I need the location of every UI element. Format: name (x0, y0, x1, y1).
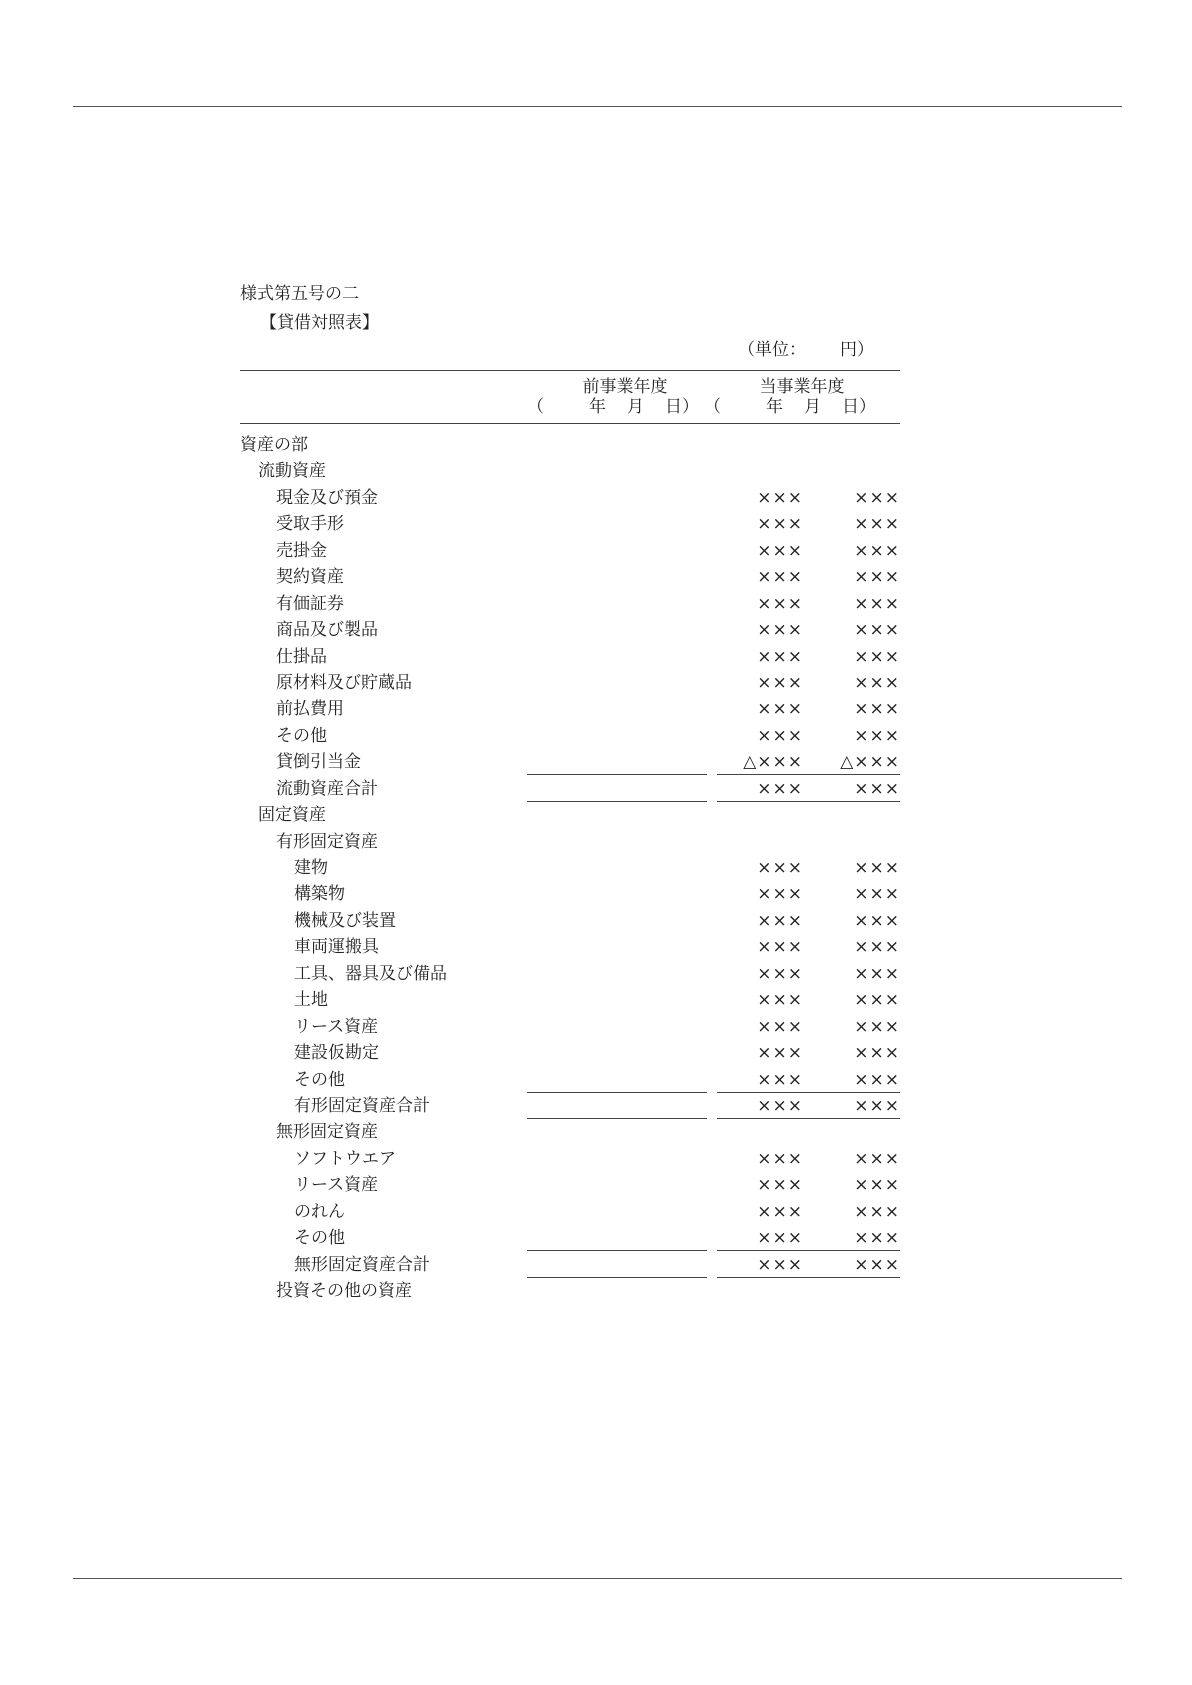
table-row (240, 1067, 900, 1093)
table-row (240, 1014, 900, 1040)
prev-amount: ××× (757, 1069, 803, 1090)
curr-amount: ××× (854, 672, 900, 693)
row-label: 貸倒引当金 (276, 752, 361, 773)
row-label: 有形固定資産合計 (294, 1095, 430, 1116)
row-label: 機械及び装置 (294, 910, 396, 931)
prev-period-header (527, 377, 723, 421)
prev-amount: ××× (757, 910, 803, 931)
curr-amount: ××× (854, 858, 900, 878)
prev-amount: ××× (757, 1148, 803, 1169)
table-header (240, 370, 900, 424)
row-label: 原材料及び貯蔵品 (276, 672, 412, 693)
row-label: 有形固定資産 (276, 831, 378, 852)
table-row (240, 934, 900, 960)
curr-amount: ××× (854, 540, 900, 561)
prev-amount: ××× (757, 540, 803, 561)
row-label: 資産の部 (240, 435, 308, 455)
curr-date-day: 日） (842, 397, 876, 417)
row-label: 契約資産 (276, 567, 344, 588)
table-row (240, 987, 900, 1013)
curr-amount: ××× (854, 593, 900, 614)
curr-amount: ××× (854, 963, 900, 984)
prev-amount: ××× (757, 778, 803, 799)
row-label: 建物 (294, 858, 328, 878)
unit-label (738, 340, 874, 360)
table-row (240, 1172, 900, 1198)
row-label: 流動資産 (258, 461, 326, 482)
curr-date-open: （ (704, 397, 721, 417)
curr-period-header (704, 377, 900, 421)
curr-date-month: 月 (804, 397, 821, 417)
table-row (240, 670, 900, 696)
row-label: 工具、器具及び備品 (294, 963, 447, 984)
row-label: リース資産 (294, 1016, 379, 1037)
prev-amount: ××× (757, 620, 803, 641)
prev-period-title: 前事業年度 (582, 377, 668, 397)
form-number: 様式第五号の二 (240, 284, 359, 304)
table-row (240, 1040, 900, 1066)
curr-amount: ××× (854, 620, 900, 641)
table-row (240, 644, 900, 670)
row-label: その他 (294, 1069, 345, 1090)
page-top-rule (73, 106, 1122, 107)
curr-amount: ××× (854, 1069, 900, 1090)
unit-open: （単位： (738, 340, 806, 360)
page-bottom-rule (73, 1578, 1122, 1579)
prev-amount: ××× (757, 487, 803, 508)
curr-period-date (704, 397, 900, 417)
prev-amount: ××× (757, 884, 803, 905)
table-row (240, 696, 900, 722)
prev-amount: ××× (757, 593, 803, 614)
prev-date-open: （ (527, 397, 544, 417)
curr-amount: ××× (854, 1095, 900, 1116)
table-row (240, 776, 900, 802)
table-row (240, 564, 900, 590)
table-row (240, 617, 900, 643)
row-label: その他 (276, 725, 327, 746)
curr-amount: ××× (854, 725, 900, 746)
table-row (240, 908, 900, 934)
table-row (240, 485, 900, 511)
curr-period-title: 当事業年度 (759, 377, 845, 397)
row-label: 有価証券 (276, 593, 344, 614)
table-row (240, 1199, 900, 1225)
curr-date-year: 年 (766, 397, 783, 417)
curr-amount: ××× (854, 1148, 900, 1169)
curr-amount: ××× (854, 699, 900, 720)
prev-amount: ××× (757, 514, 803, 535)
row-label: 構築物 (294, 884, 345, 905)
curr-amount: ××× (854, 567, 900, 588)
prev-amount: △××× (743, 752, 803, 773)
row-label: 車両運搬具 (294, 937, 379, 958)
unit-close: 円） (840, 340, 874, 360)
table-row (240, 458, 900, 484)
prev-amount: ××× (757, 1228, 803, 1249)
prev-amount: ××× (757, 1175, 803, 1196)
row-label: ソフトウエア (294, 1148, 396, 1169)
table-row (240, 723, 900, 749)
prev-amount: ××× (757, 990, 803, 1011)
curr-amount: ××× (854, 514, 900, 535)
curr-amount: ××× (854, 1043, 900, 1064)
table-row (240, 829, 900, 855)
table-row (240, 961, 900, 987)
row-label: 商品及び製品 (276, 620, 378, 641)
curr-amount: ××× (854, 937, 900, 958)
curr-amount: ××× (854, 1254, 900, 1275)
prev-amount: ××× (757, 672, 803, 693)
prev-amount: ××× (757, 646, 803, 667)
row-label: 無形固定資産 (276, 1122, 378, 1143)
row-label: 無形固定資産合計 (294, 1254, 430, 1275)
prev-date-day: 日） (665, 397, 699, 417)
prev-amount: ××× (757, 858, 803, 878)
table-row (240, 511, 900, 537)
prev-amount: ××× (757, 1095, 803, 1116)
curr-amount: △××× (840, 752, 900, 773)
row-label: 仕掛品 (276, 646, 327, 667)
prev-amount: ××× (757, 1201, 803, 1222)
table-row (240, 881, 900, 907)
table-row (240, 538, 900, 564)
curr-amount: ××× (854, 487, 900, 508)
prev-date-month: 月 (627, 397, 644, 417)
curr-amount: ××× (854, 884, 900, 905)
table-row (240, 1146, 900, 1172)
table-row (240, 802, 900, 828)
row-label: 現金及び預金 (276, 487, 378, 508)
table-row (240, 749, 900, 775)
prev-amount: ××× (757, 1254, 803, 1275)
document-title: 【貸借対照表】 (260, 313, 379, 333)
curr-amount: ××× (854, 910, 900, 931)
table-row (240, 1093, 900, 1119)
table-row (240, 1278, 900, 1304)
row-label: 投資その他の資産 (276, 1281, 412, 1301)
row-label: 前払費用 (276, 699, 344, 720)
prev-amount: ××× (757, 1016, 803, 1037)
prev-amount: ××× (757, 963, 803, 984)
row-label: 売掛金 (276, 540, 327, 561)
curr-amount: ××× (854, 1175, 900, 1196)
curr-amount: ××× (854, 1228, 900, 1249)
prev-period-date (527, 397, 723, 417)
prev-amount: ××× (757, 937, 803, 958)
row-label: 建設仮勘定 (294, 1043, 379, 1064)
table-row (240, 1225, 900, 1251)
curr-amount: ××× (854, 990, 900, 1011)
row-label: のれん (294, 1201, 345, 1222)
prev-amount: ××× (757, 725, 803, 746)
row-label: その他 (294, 1228, 345, 1249)
balance-sheet-rows (240, 432, 900, 1304)
table-row (240, 855, 900, 881)
row-label: 流動資産合計 (276, 778, 378, 799)
curr-amount: ××× (854, 1016, 900, 1037)
prev-amount: ××× (757, 699, 803, 720)
row-label: 受取手形 (276, 514, 344, 535)
curr-amount: ××× (854, 646, 900, 667)
table-row (240, 1252, 900, 1278)
table-row (240, 591, 900, 617)
prev-amount: ××× (757, 567, 803, 588)
curr-amount: ××× (854, 1201, 900, 1222)
prev-date-year: 年 (589, 397, 606, 417)
row-label: 土地 (294, 990, 328, 1011)
prev-amount: ××× (757, 1043, 803, 1064)
row-label: 固定資産 (258, 805, 326, 826)
table-row (240, 432, 900, 458)
curr-amount: ××× (854, 778, 900, 799)
row-label: リース資産 (294, 1175, 379, 1196)
table-row (240, 1119, 900, 1145)
